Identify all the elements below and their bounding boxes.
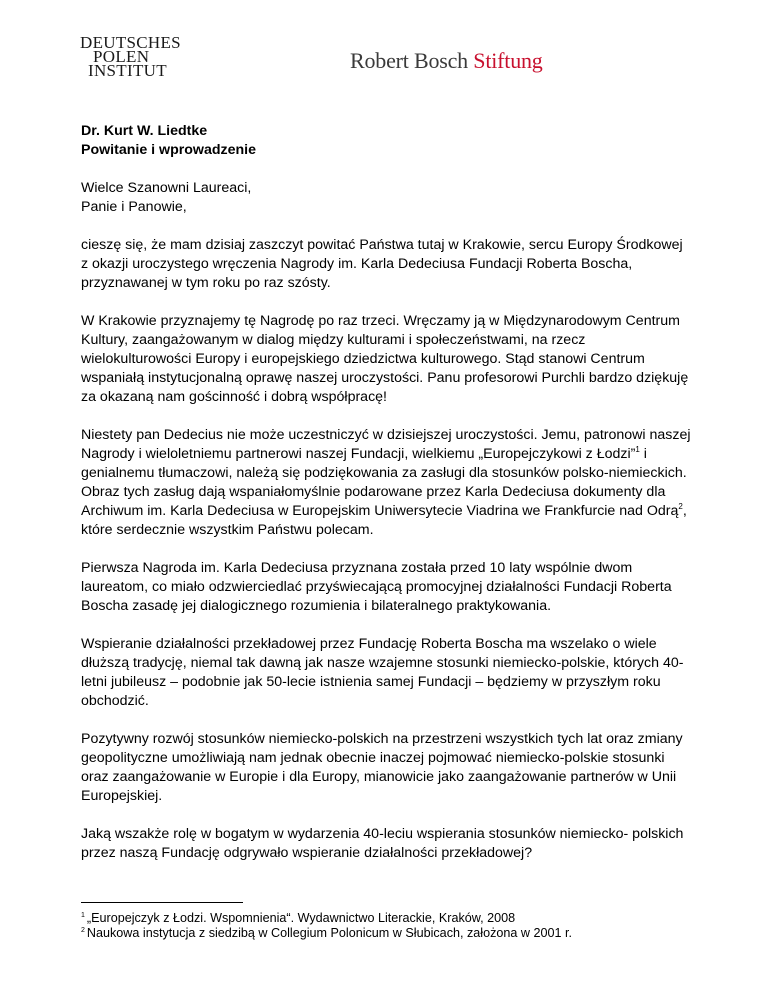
deutsches-polen-institut-logo [80, 33, 195, 80]
footnote-2-text: Naukowa instytucja z siedzibą w Collegium Polonicum w Słubicach, założona w 2001 r. [86, 926, 573, 940]
salutation [81, 179, 691, 217]
footnote-ref-1: 1 [635, 445, 640, 454]
document-header [81, 122, 691, 160]
document-body [81, 122, 691, 882]
paragraph-7: Jaką wszakże rolę w bogatym w wydarzenia 40-leciu wspierania stosunków niemiecko- polskich przez naszą Fundację odgrywało wspieranie działalności przekładowej? [81, 826, 684, 861]
footnote-separator [81, 902, 243, 903]
paragraph-5: Wspieranie działalności przekładowej przez Fundację Roberta Boscha ma wszelako o wiele dłuższą tradycję, niemal tak dawną jak nasze wzajemne stosunki niemiecko-polskie, których 40-letni jubileusz – podobnie jak 50-lecie istnienia samej Fundacji – będziemy w przyszłym roku obchodzić. [81, 636, 684, 709]
paragraph-2: W Krakowie przyznajemy tę Nagrodę po raz trzeci. Wręczamy ją w Międzynarodowym Centrum Kultury, zaangażowanym w dialog między kulturami i społeczeństwami, na rzecz wielokulturowości Europy i europejskiego dziedzictwa kulturowego. Stąd stanowi Centrum wspaniałą instytucjonalną oprawę naszej uroczystości. Panu profesorowi Purchli bardzo dziękuję za okazaną nam gościnność i dobrą współpracę! [81, 313, 689, 405]
dpi-logo-line-1: DEUTSCHES [80, 33, 181, 52]
dpi-logo-line-2: POLEN [93, 47, 150, 66]
rbs-logo-name: Robert Bosch [350, 48, 468, 73]
author-name: Dr. Kurt W. Liedtke [81, 123, 208, 139]
footnote-1-text: „Europejczyk z Łodzi. Wspomnienia“. Wydawnictwo Literackie, Kraków, 2008 [86, 911, 516, 925]
footnote-2 [81, 926, 691, 941]
robert-bosch-stiftung-logo [350, 48, 543, 74]
paragraph-3-part-c: , które serdecznie wszystkim Państwu polecam. [81, 503, 687, 538]
salutation-line-2: Panie i Panowie, [81, 199, 187, 215]
footnote-2-number: 2 [81, 927, 85, 934]
paragraph-3 [81, 426, 691, 540]
salutation-line-1: Wielce Szanowni Laureaci, [81, 180, 252, 196]
paragraph-1: cieszę się, że mam dzisiaj zaszczyt powitać Państwa tutaj w Krakowie, sercu Europy Środkowej z okazji uroczystego wręczenia Nagrody im. Karla Dedeciusa Fundacji Roberta Boscha, przyznawanej w tym roku po raz szósty. [81, 237, 683, 291]
paragraph-3-part-a: Niestety pan Dedecius nie może uczestniczyć w dzisiejszej uroczystości. Jemu, patronowi naszej Nagrody i wieloletniemu partnerowi naszej Fundacji, wielkiemu „Europejczykowi z Łodzi” [81, 427, 691, 462]
footnote-1-number: 1 [81, 912, 85, 919]
footnote-ref-2: 2 [678, 502, 683, 511]
paragraph-6: Pozytywny rozwój stosunków niemiecko-polskich na przestrzeni wszystkich tych lat oraz zmiany geopolityczne umożliwiają nam jednak obecnie inaczej pojmować niemiecko-polskie stosunki oraz zaangażowanie w Europie i dla Europy, mianowicie jako zaangażowanie partnerów w Unii Europejskiej. [81, 731, 683, 804]
rbs-logo-accent: Stiftung [473, 48, 543, 73]
footnote-1 [81, 911, 691, 926]
document-title: Powitanie i wprowadzenie [81, 142, 257, 158]
paragraph-3-part-b: i genialnemu tłumaczowi, należą się podziękowania za zasługi dla stosunków polsko-niemieckich. Obraz tych zasług dają wspaniałomyślnie podarowane przez Karla Dedeciusa dokumenty dla Archiwum im. Karla Dedeciusa w Europejskim Uniwersytecie Viadrina we Frankfurcie nad Odrą [81, 446, 687, 519]
paragraph-4: Pierwsza Nagroda im. Karla Dedeciusa przyznana została przed 10 laty wspólnie dwom laureatom, co miało odzwierciedlać przyświecającą promocyjnej działalności Fundacji Roberta Boscha zasadę jej dialogicznego rozumienia i bilateralnego praktykowania. [81, 560, 672, 614]
dpi-logo-line-3: INSTITUT [88, 61, 167, 80]
footnotes [81, 902, 691, 941]
